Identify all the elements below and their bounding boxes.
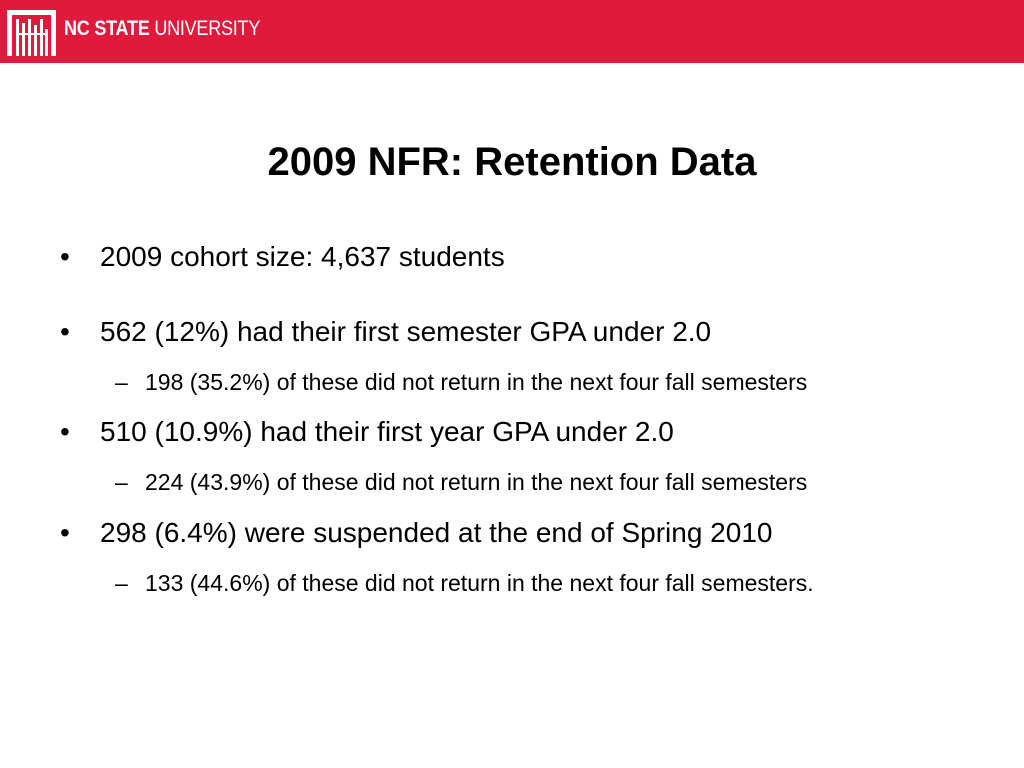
- bullet-item-2: [60, 316, 711, 348]
- bullet-marker: •: [60, 241, 70, 272]
- bullet-marker: •: [60, 517, 70, 548]
- bullet-item-3: [60, 416, 674, 448]
- sub-bullet-marker: –: [115, 570, 128, 596]
- bullet-item-4: [60, 517, 772, 549]
- sub-bullet-text: 198 (35.2%) of these did not return in the next four fall semesters: [145, 369, 808, 395]
- bullet-text: 298 (6.4%) were suspended at the end of Spring 2010: [100, 517, 773, 548]
- bullet-text: 562 (12%) had their first semester GPA under 2.0: [100, 316, 712, 347]
- slide-title: 2009 NFR: Retention Data: [267, 140, 757, 184]
- bullet-text: 2009 cohort size: 4,637 students: [100, 241, 505, 272]
- sub-bullet-item-2: [115, 368, 807, 396]
- wordmark-light: UNIVERSITY: [149, 17, 261, 40]
- sub-bullet-item-4: [115, 569, 814, 597]
- sub-bullet-text: 133 (44.6%) of these did not return in the next four fall semesters.: [145, 570, 814, 596]
- sub-bullet-marker: –: [115, 369, 128, 395]
- bullet-text: 510 (10.9%) had their first year GPA under 2.0: [100, 416, 674, 447]
- university-wordmark: [64, 17, 260, 41]
- bullet-marker: •: [60, 316, 70, 347]
- bullet-marker: •: [60, 416, 70, 447]
- bullet-item-1: [60, 241, 505, 273]
- sub-bullet-text: 224 (43.9%) of these did not return in the next four fall semesters: [145, 469, 808, 495]
- wordmark-strong: NC STATE: [64, 17, 150, 40]
- sub-bullet-marker: –: [115, 469, 128, 495]
- nc-state-brick-logo-icon: [7, 10, 56, 56]
- header-bar: [0, 0, 1024, 63]
- sub-bullet-item-3: [115, 468, 807, 496]
